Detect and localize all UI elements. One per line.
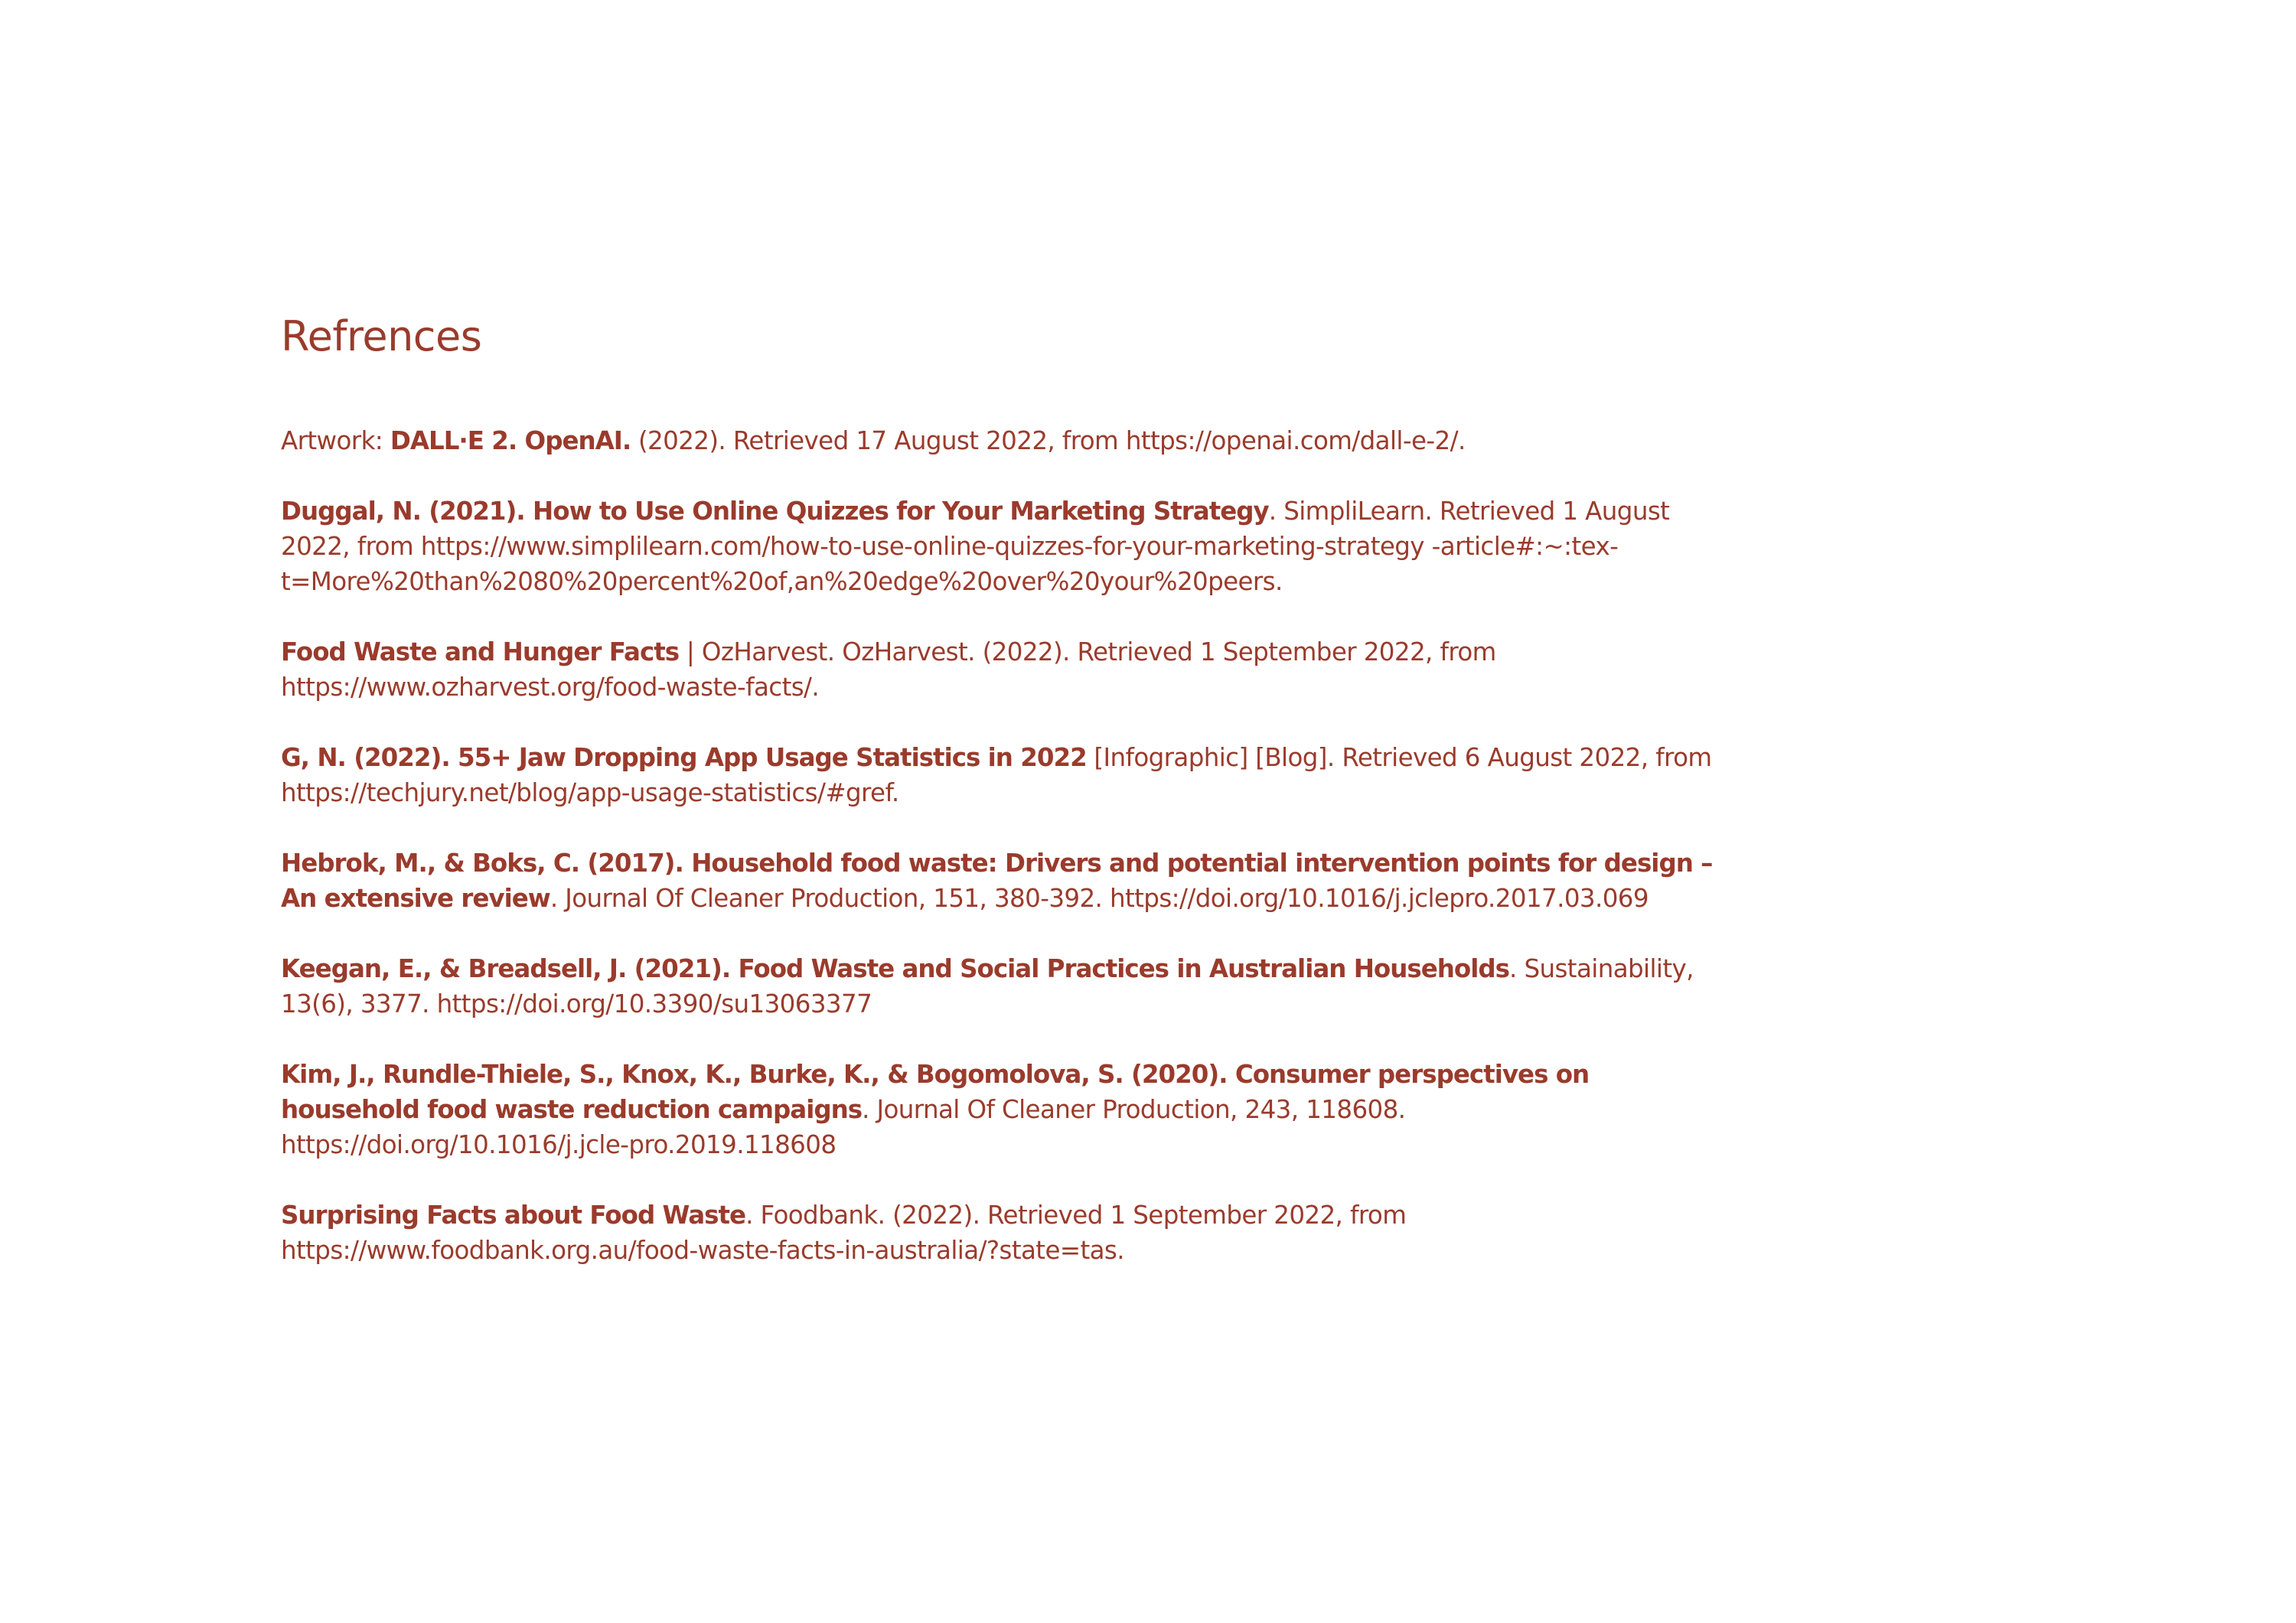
reference-details: | OzHarvest. OzHarvest. (2022). Retrieved 1 September 2022, from https://www.ozharvest.org/food-waste-facts/. (281, 637, 1496, 702)
reference-details: . Journal Of Cleaner Production, 243, 118608. https://doi.org/10.1016/j.jcle-pro.2019.118608 (281, 1095, 1406, 1159)
page-title: Refrences (281, 312, 482, 360)
reference-details: . SimpliLearn. Retrieved 1 August 2022, from https://www.simplilearn.com/how-to-use-online-quizzes-for-your-marketing-strategy -article#:~:tex-t=More%20than%2080%20percent%20of,an%20edge%20over%20your%20peers. (281, 497, 1670, 596)
reference-title: Surprising Facts about Food Waste (281, 1201, 746, 1230)
reference-details: . Foodbank. (2022). Retrieved 1 September 2022, from https://www.foodbank.org.au/food-waste-facts-in-australia/?state=tas. (281, 1201, 1407, 1265)
reference-item (281, 423, 1735, 458)
reference-details: (2022). Retrieved 17 August 2022, from https://openai.com/dall-e-2/. (631, 426, 1466, 455)
reference-prefix: Artwork: (281, 426, 390, 455)
reference-title: Keegan, E., & Breadsell, J. (2021). Food Waste and Social Practices in Australian Households (281, 954, 1509, 983)
reference-details: . Sustainability, 13(6), 3377. https://doi.org/10.3390/su13063377 (281, 954, 1694, 1018)
reference-item (281, 1198, 1735, 1268)
reference-item (281, 1057, 1735, 1162)
reference-title: Food Waste and Hunger Facts (281, 637, 680, 666)
reference-details: [Infographic] [Blog]. Retrieved 6 August 2022, from https://techjury.net/blog/app-usage-statistics/#gref. (281, 743, 1712, 807)
reference-item (281, 740, 1735, 810)
reference-item (281, 846, 1735, 916)
reference-item (281, 951, 1735, 1022)
reference-title: Kim, J., Rundle-Thiele, S., Knox, K., Burke, K., & Bogomolova, S. (2020). Consumer perspectives on household food waste reduction campaigns (281, 1060, 1590, 1124)
references-page (281, 312, 1735, 1303)
reference-title: Hebrok, M., & Boks, C. (2017). Household food waste: Drivers and potential intervention points for design – An extensive review (281, 849, 1713, 913)
reference-details: . Journal Of Cleaner Production, 151, 380-392. https://doi.org/10.1016/j.jclepro.2017.03.069 (550, 884, 1649, 913)
reference-title: DALL·E 2. OpenAI. (390, 426, 631, 455)
reference-title: Duggal, N. (2021). How to Use Online Quizzes for Your Marketing Strategy (281, 497, 1269, 526)
reference-item (281, 494, 1735, 599)
reference-list (281, 423, 1735, 1268)
reference-item (281, 634, 1735, 705)
reference-title: G, N. (2022). 55+ Jaw Dropping App Usage Statistics in 2022 (281, 743, 1087, 772)
